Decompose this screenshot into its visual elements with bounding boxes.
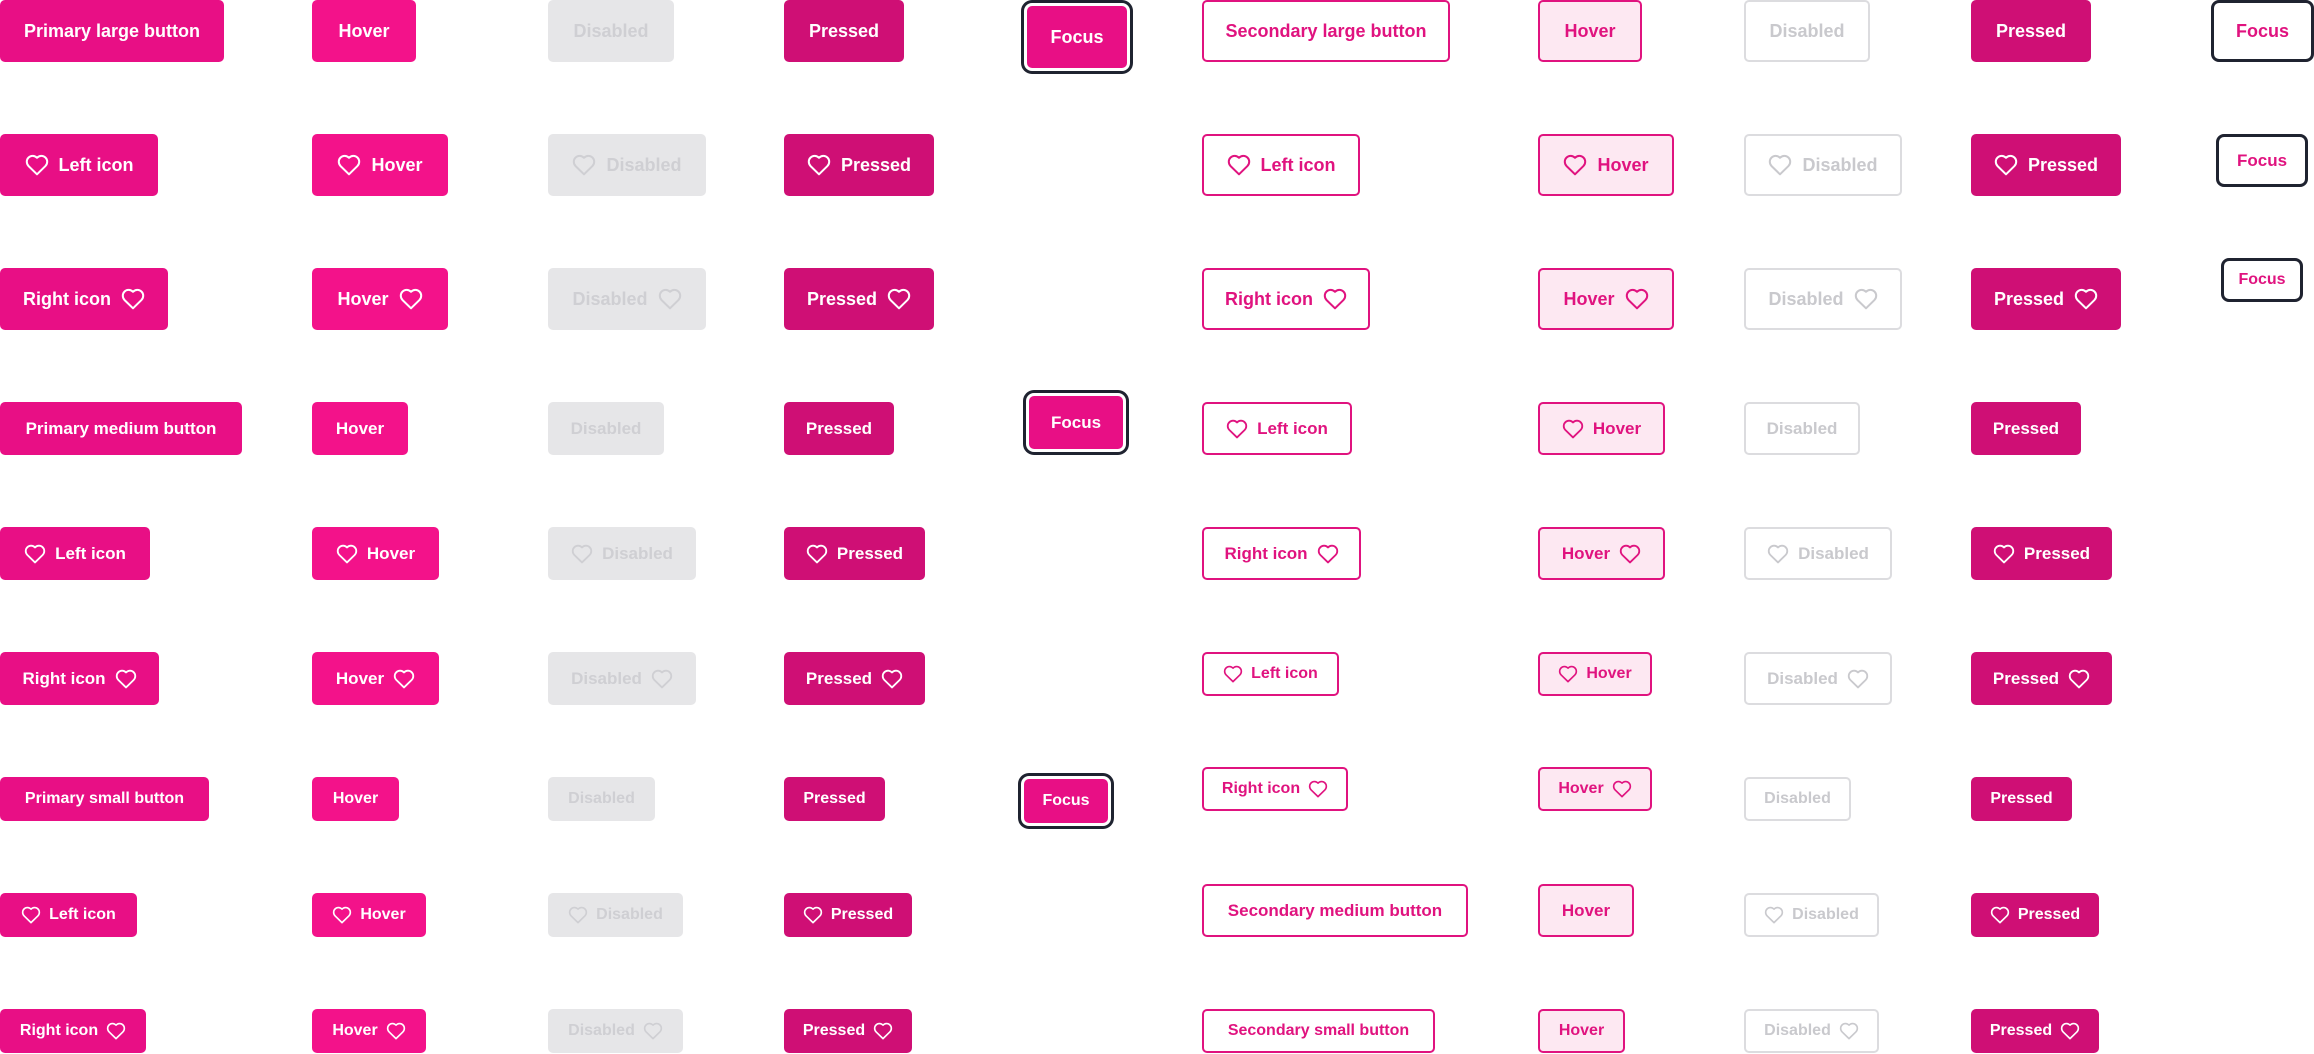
secondary-medium-left-icon-hover-button[interactable]: Hover xyxy=(1538,402,1665,455)
secondary-large-right-icon-button[interactable]: Right icon xyxy=(1202,268,1370,330)
secondary-medium-left-icon-button[interactable]: Left icon xyxy=(1202,402,1352,455)
heart-icon xyxy=(873,1022,893,1040)
secondary-small-right-icon-button[interactable]: Right icon xyxy=(1202,767,1348,811)
secondary-large-focus-button[interactable]: Focus xyxy=(2211,0,2314,62)
primary-medium-pressed-button[interactable]: Pressed xyxy=(784,402,894,455)
heart-icon xyxy=(651,669,673,689)
primary-small-button[interactable]: Primary small button xyxy=(0,777,209,821)
heart-icon xyxy=(1767,544,1789,564)
primary-medium-right-icon-pressed-button[interactable]: Pressed xyxy=(784,652,925,705)
secondary-large-disabled-button: Disabled xyxy=(1744,0,1870,62)
secondary-large-right-icon-disabled-button: Disabled xyxy=(1744,268,1902,330)
primary-medium-right-icon-hover-button[interactable]: Hover xyxy=(312,652,439,705)
heart-icon xyxy=(806,544,828,564)
secondary-small-focus-button[interactable]: Focus xyxy=(2221,258,2303,302)
secondary-large-left-icon-pressed-button[interactable]: Pressed xyxy=(1971,134,2121,196)
heart-icon xyxy=(1562,419,1584,439)
heart-icon xyxy=(24,544,46,564)
primary-small-pressed-button[interactable]: Pressed xyxy=(784,777,885,821)
heart-icon xyxy=(2068,669,2090,689)
primary-small-right-icon-hover-button[interactable]: Hover xyxy=(312,1009,426,1053)
heart-icon xyxy=(121,288,145,310)
secondary-large-right-icon-pressed-button[interactable]: Pressed xyxy=(1971,268,2121,330)
heart-icon xyxy=(658,288,682,310)
heart-icon xyxy=(1612,780,1632,798)
primary-large-left-icon-disabled-button: Disabled xyxy=(548,134,706,196)
primary-small-disabled-button: Disabled xyxy=(548,777,655,821)
heart-icon xyxy=(393,669,415,689)
heart-icon xyxy=(1323,288,1347,310)
heart-icon xyxy=(1854,288,1878,310)
primary-small-right-icon-disabled-button: Disabled xyxy=(548,1009,683,1053)
primary-large-button[interactable]: Primary large button xyxy=(0,0,224,62)
secondary-medium-disabled-button: Disabled xyxy=(1744,402,1860,455)
secondary-medium-hover-button[interactable]: Hover xyxy=(1538,884,1634,937)
secondary-small-left-icon-pressed-button[interactable]: Pressed xyxy=(1971,893,2099,937)
primary-small-focus-button[interactable]: Focus xyxy=(1024,779,1108,823)
secondary-small-disabled-button: Disabled xyxy=(1744,777,1851,821)
heart-icon xyxy=(336,544,358,564)
heart-icon xyxy=(572,154,596,176)
secondary-large-left-icon-hover-button[interactable]: Hover xyxy=(1538,134,1674,196)
heart-icon xyxy=(1990,906,2010,924)
secondary-small-left-icon-disabled-button: Disabled xyxy=(1744,893,1879,937)
primary-large-right-icon-hover-button[interactable]: Hover xyxy=(312,268,448,330)
heart-icon xyxy=(1768,154,1792,176)
secondary-small-right-icon-disabled-button: Disabled xyxy=(1744,1009,1879,1053)
secondary-large-button[interactable]: Secondary large button xyxy=(1202,0,1450,62)
primary-small-left-icon-button[interactable]: Left icon xyxy=(0,893,137,937)
heart-icon xyxy=(887,288,911,310)
primary-medium-left-icon-disabled-button: Disabled xyxy=(548,527,696,580)
heart-icon xyxy=(21,906,41,924)
primary-medium-left-icon-button[interactable]: Left icon xyxy=(0,527,150,580)
heart-icon xyxy=(881,669,903,689)
primary-large-focus-button[interactable]: Focus xyxy=(1027,6,1127,68)
heart-icon xyxy=(25,154,49,176)
primary-medium-hover-button[interactable]: Hover xyxy=(312,402,408,455)
primary-large-right-icon-pressed-button[interactable]: Pressed xyxy=(784,268,934,330)
heart-icon xyxy=(571,544,593,564)
primary-medium-left-icon-hover-button[interactable]: Hover xyxy=(312,527,439,580)
secondary-large-hover-button[interactable]: Hover xyxy=(1538,0,1642,62)
secondary-medium-button[interactable]: Secondary medium button xyxy=(1202,884,1468,937)
secondary-large-right-icon-hover-button[interactable]: Hover xyxy=(1538,268,1674,330)
secondary-small-left-icon-button[interactable]: Left icon xyxy=(1202,652,1339,696)
primary-medium-left-icon-pressed-button[interactable]: Pressed xyxy=(784,527,925,580)
secondary-small-right-icon-hover-button[interactable]: Hover xyxy=(1538,767,1652,811)
secondary-medium-left-icon-disabled-button: Disabled xyxy=(1744,527,1892,580)
primary-small-right-icon-button[interactable]: Right icon xyxy=(0,1009,146,1053)
primary-small-hover-button[interactable]: Hover xyxy=(312,777,399,821)
heart-icon xyxy=(1317,544,1339,564)
heart-icon xyxy=(807,154,831,176)
primary-medium-disabled-button: Disabled xyxy=(548,402,664,455)
heart-icon xyxy=(1563,154,1587,176)
primary-small-left-icon-hover-button[interactable]: Hover xyxy=(312,893,426,937)
secondary-large-left-icon-disabled-button: Disabled xyxy=(1744,134,1902,196)
heart-icon xyxy=(1625,288,1649,310)
secondary-medium-right-icon-disabled-button: Disabled xyxy=(1744,652,1892,705)
primary-large-disabled-button: Disabled xyxy=(548,0,674,62)
heart-icon xyxy=(1308,780,1328,798)
primary-medium-right-icon-button[interactable]: Right icon xyxy=(0,652,159,705)
heart-icon xyxy=(2060,1022,2080,1040)
heart-icon xyxy=(1227,154,1251,176)
primary-large-left-icon-hover-button[interactable]: Hover xyxy=(312,134,448,196)
primary-large-hover-button[interactable]: Hover xyxy=(312,0,416,62)
heart-icon xyxy=(337,154,361,176)
primary-large-right-icon-disabled-button: Disabled xyxy=(548,268,706,330)
secondary-small-pressed-button[interactable]: Pressed xyxy=(1971,777,2072,821)
secondary-small-hover-button[interactable]: Hover xyxy=(1538,1009,1625,1053)
primary-small-left-icon-pressed-button[interactable]: Pressed xyxy=(784,893,912,937)
heart-icon xyxy=(1558,665,1578,683)
heart-icon xyxy=(386,1022,406,1040)
primary-large-left-icon-button[interactable]: Left icon xyxy=(0,134,158,196)
secondary-medium-focus-button[interactable]: Focus xyxy=(2216,134,2308,187)
heart-icon xyxy=(1619,544,1641,564)
heart-icon xyxy=(1764,906,1784,924)
heart-icon xyxy=(2074,288,2098,310)
primary-large-left-icon-pressed-button[interactable]: Pressed xyxy=(784,134,934,196)
secondary-medium-right-icon-button[interactable]: Right icon xyxy=(1202,527,1361,580)
primary-large-right-icon-button[interactable]: Right icon xyxy=(0,268,168,330)
secondary-large-pressed-button[interactable]: Pressed xyxy=(1971,0,2091,62)
heart-icon xyxy=(106,1022,126,1040)
secondary-small-button[interactable]: Secondary small button xyxy=(1202,1009,1435,1053)
secondary-medium-left-icon-pressed-button[interactable]: Pressed xyxy=(1971,527,2112,580)
heart-icon xyxy=(1223,665,1243,683)
primary-medium-right-icon-disabled-button: Disabled xyxy=(548,652,696,705)
heart-icon xyxy=(1847,669,1869,689)
secondary-medium-right-icon-pressed-button[interactable]: Pressed xyxy=(1971,652,2112,705)
heart-icon xyxy=(1994,154,2018,176)
primary-large-pressed-button[interactable]: Pressed xyxy=(784,0,904,62)
heart-icon xyxy=(1226,419,1248,439)
primary-small-left-icon-disabled-button: Disabled xyxy=(548,893,683,937)
heart-icon xyxy=(568,906,588,924)
heart-icon xyxy=(803,906,823,924)
secondary-small-right-icon-pressed-button[interactable]: Pressed xyxy=(1971,1009,2099,1053)
primary-medium-button[interactable]: Primary medium button xyxy=(0,402,242,455)
primary-small-right-icon-pressed-button[interactable]: Pressed xyxy=(784,1009,912,1053)
secondary-small-left-icon-hover-button[interactable]: Hover xyxy=(1538,652,1652,696)
heart-icon xyxy=(332,906,352,924)
secondary-medium-pressed-button[interactable]: Pressed xyxy=(1971,402,2081,455)
heart-icon xyxy=(399,288,423,310)
primary-medium-focus-button[interactable]: Focus xyxy=(1029,396,1123,449)
heart-icon xyxy=(1993,544,2015,564)
heart-icon xyxy=(643,1022,663,1040)
secondary-large-left-icon-button[interactable]: Left icon xyxy=(1202,134,1360,196)
heart-icon xyxy=(115,669,137,689)
heart-icon xyxy=(1839,1022,1859,1040)
secondary-medium-right-icon-hover-button[interactable]: Hover xyxy=(1538,527,1665,580)
